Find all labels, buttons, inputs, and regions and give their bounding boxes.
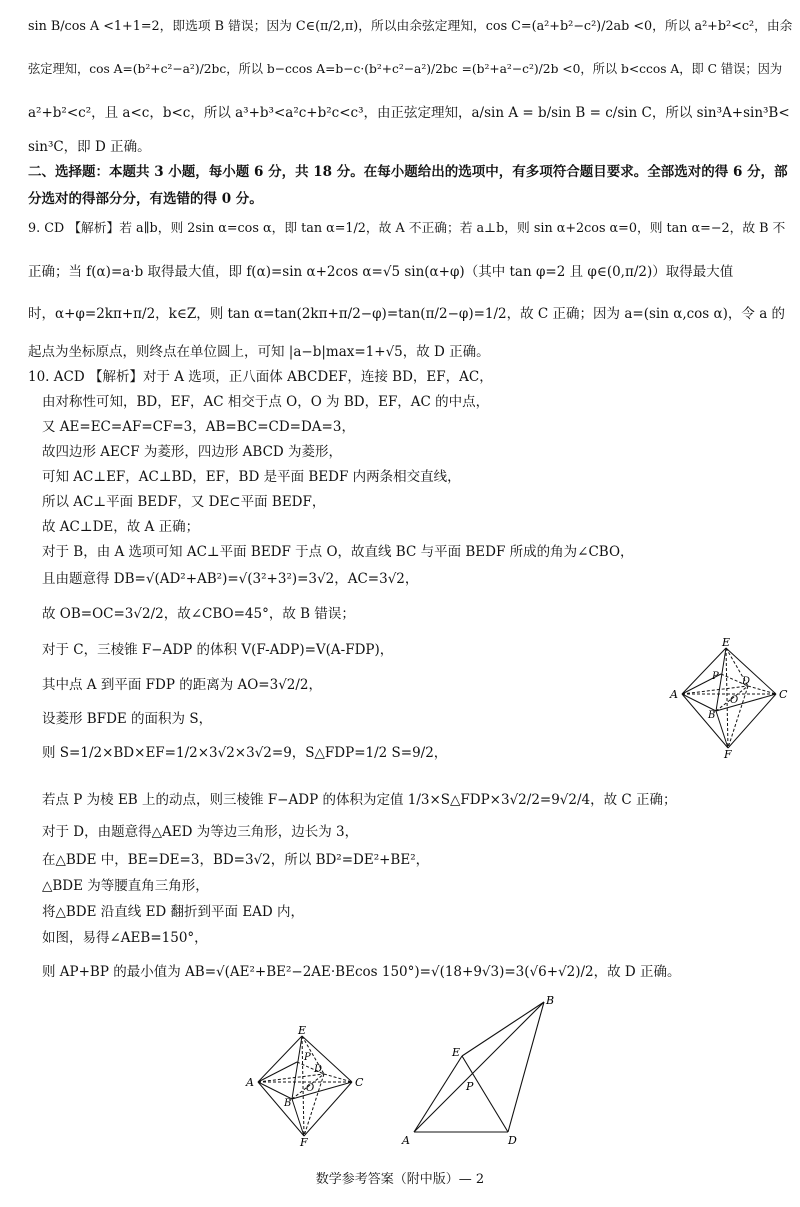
text-line: a²+b²<c²，且 a<c，b<c，所以 a³+b³<a²c+b²c<c³，由正弦定理知，a/sin A = b/sin B = c/sin C，所以 sin³A+sin³B< (28, 105, 790, 121)
label-D: D (508, 1134, 517, 1147)
label-A: A (246, 1076, 254, 1089)
octahedron-figure-right (668, 636, 792, 760)
label-F: F (300, 1136, 308, 1149)
label-B: B (546, 994, 555, 1007)
text-line: sin B/cos A <1+1=2，即选项 B 错误；因为 C∈(π/2,π)，所以由余弦定理知，cos C=(a²+b²−c²)/2ab <0，所以 a²+b²<c²，由余 (28, 19, 793, 34)
q10-line: 又 AE=EC=AF=CF=3，AB=BC=CD=DA=3， (42, 419, 355, 435)
section-heading: 二、选择题：本题共 3 小题，每小题 6 分，共 18 分。在每小题给出的选项中，有多项符合题目要求。全部选对的得 6 分，部 (28, 164, 788, 180)
label-E: E (722, 636, 731, 649)
q10-line: 若点 P 为棱 EB 上的动点，则三棱锥 F−ADP 的体积为定值 1/3×S△FDP×3√2/2=9√2/4，故 C 正确； (42, 792, 677, 808)
q10-line: 将△BDE 沿直线 ED 翻折到平面 EAD 内， (42, 904, 305, 920)
label-F: F (724, 748, 732, 760)
octahedron-figure-bottom (244, 1024, 368, 1150)
label-C: C (355, 1076, 364, 1089)
q10-line: 对于 C，三棱锥 F−ADP 的体积 V(F-ADP)=V(A-FDP)， (42, 642, 394, 658)
q10-line: 所以 AC⊥平面 BEDF，又 DE⊂平面 BEDF， (42, 494, 326, 510)
q10-line: 则 AP+BP 的最小值为 AB=√(AE²+BE²−2AE·BEcos 150°)=√(18+9√3)=3(√6+√2)/2，故 D 正确。 (42, 964, 681, 980)
page-footer: 数学参考答案（附中版）— 2 (315, 1172, 485, 1187)
q9-line: 正确；当 f(α)=a·b 取得最大值，即 f(α)=sin α+2cos α=√5 sin(α+φ)（其中 tan φ=2 且 φ∈(0,π/2)）取得最大值 (28, 264, 734, 280)
label-P: P (466, 1080, 474, 1093)
q10-line: 在△BDE 中，BE=DE=3，BD=3√2，所以 BD²=DE²+BE²， (42, 852, 430, 868)
q9-line: 时，α+φ=2kπ+π/2，k∈Z，则 tan α=tan(2kπ+π/2−φ)=tan(π/2−φ)=1/2，故 C 正确；因为 a=(sin α,cos α)，令 a 的 (28, 306, 786, 322)
q10-line: 对于 D，由题意得△AED 为等边三角形，边长为 3， (42, 824, 359, 840)
label-O: O (306, 1083, 315, 1094)
q9-line: 起点为坐标原点，则终点在单位圆上，可知 |a−b|max=1+√5，故 D 正确。 (28, 344, 490, 360)
q10-line: △BDE 为等腰直角三角形， (42, 878, 209, 894)
label-D: D (314, 1064, 323, 1075)
label-P: P (712, 671, 719, 682)
text-line: sin³C，即 D 正确。 (28, 139, 151, 155)
label-E: E (452, 1046, 461, 1059)
label-A: A (670, 688, 678, 701)
q10-line: 对于 B，由 A 选项可知 AC⊥平面 BEDF 于点 O，故直线 BC 与平面 BEDF 所成的角为∠CBO， (42, 544, 634, 560)
label-B: B (284, 1098, 292, 1109)
q10-line: 故四边形 AECF 为菱形，四边形 ABCD 为菱形， (42, 444, 343, 460)
unfolded-figure (398, 990, 568, 1150)
q10-line: 则 S=1/2×BD×EF=1/2×3√2×3√2=9，S△FDP=1/2 S=9/2， (42, 745, 448, 761)
text-line: 弦定理知，cos A=(b²+c²−a²)/2bc，所以 b−ccos A=b−c·(b²+c²−a²)/2bc =(b²+a²−c²)/2b <0，所以 b<ccos A，即 C 错误；因为 (28, 62, 783, 76)
label-P: P (304, 1052, 311, 1063)
q10-line: 如图，易得∠AEB=150°， (42, 930, 208, 946)
q10-line: 故 AC⊥DE，故 A 正确； (42, 519, 200, 535)
label-D: D (742, 676, 751, 687)
label-B: B (708, 710, 716, 721)
section-heading: 分选对的得部分分，有选错的得 0 分。 (28, 191, 263, 207)
label-C: C (779, 688, 788, 701)
q10-line: 且由题意得 DB=√(AD²+AB²)=√(3²+3²)=3√2，AC=3√2， (42, 571, 419, 587)
q10-line: 10. ACD 【解析】对于 A 选项，正八面体 ABCDEF，连接 BD，EF，AC， (28, 369, 493, 385)
q10-line: 设菱形 BFDE 的面积为 S， (42, 711, 213, 727)
label-A: A (402, 1134, 410, 1147)
q10-line: 其中点 A 到平面 FDP 的距离为 AO=3√2/2， (42, 677, 323, 693)
label-E: E (298, 1024, 307, 1037)
q10-line: 故 OB=OC=3√2/2，故∠CBO=45°，故 B 错误； (42, 606, 355, 622)
q9-line: 9. CD 【解析】若 a∥b，则 2sin α=cos α，即 tan α=1/2，故 A 不正确；若 a⊥b，则 sin α+2cos α=0，则 tan α=−2，故 B 不 (28, 221, 786, 236)
q10-line: 由对称性可知，BD，EF，AC 相交于点 O，O 为 BD，EF，AC 的中点， (42, 394, 490, 410)
q10-line: 可知 AC⊥EF，AC⊥BD，EF，BD 是平面 BEDF 内两条相交直线， (42, 469, 461, 485)
label-O: O (730, 695, 739, 706)
